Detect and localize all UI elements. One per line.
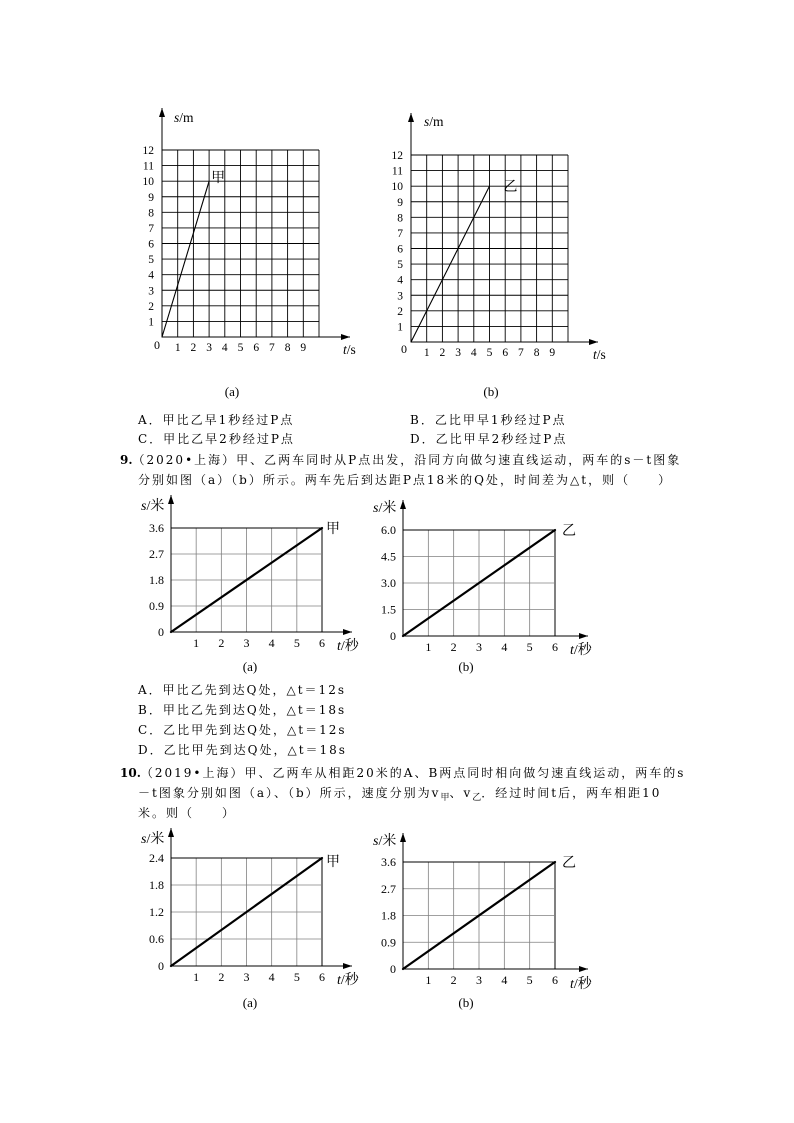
- fig9a-x-axis-arrow: [343, 629, 352, 635]
- fig10b-y-axis-label: [373, 832, 396, 849]
- fig10a-series-label: 甲: [326, 855, 340, 870]
- q10-stem-line3: 米。则（ ）: [138, 806, 237, 820]
- fig10a-ytick-label: 2.4: [149, 851, 164, 865]
- fig8a-ytick-label: 6: [148, 238, 154, 251]
- fig10b-xtick-label: 2: [450, 973, 457, 987]
- q9-option-b: B．甲比乙先到达Q处，△t＝18s: [138, 703, 347, 717]
- q9-stem-line1: [120, 453, 681, 467]
- q8-option-c: C．甲比乙早2秒经过P点: [138, 432, 295, 446]
- fig9a-xtick-label: 5: [293, 636, 300, 650]
- fig10b-y-axis-arrow: [400, 833, 406, 842]
- fig10b-x-axis-label: [570, 975, 593, 992]
- fig8a-xtick-label: 6: [253, 342, 260, 354]
- fig8b-x-axis-variable: t: [593, 347, 597, 362]
- fig8a-xtick-label: 3: [206, 342, 212, 354]
- fig10a-ytick-label: 0.6: [149, 932, 164, 946]
- fig9a-y-axis-variable: s: [141, 499, 147, 514]
- fig10b-y-axis-variable: s: [373, 834, 379, 849]
- fig8a-xtick-label: 2: [190, 342, 197, 354]
- q8-option-d: D．乙比甲早2秒经过P点: [410, 432, 568, 446]
- fig9b-caption: (b): [458, 659, 474, 674]
- fig8b-xtick-label: 6: [502, 347, 509, 359]
- fig9a-x-axis-label: [337, 637, 360, 654]
- fig9b-xtick-label: 3: [476, 640, 482, 654]
- fig10a: [141, 828, 360, 1010]
- fig9a-caption: (a): [242, 659, 258, 674]
- q10-stem-text2-post: ．经过时间t后，两车相距10: [481, 786, 662, 800]
- fig8a-ytick-label: 12: [142, 145, 154, 157]
- fig9a-ytick-label: 1.8: [149, 573, 164, 587]
- fig8b-xtick-label: 8: [533, 347, 540, 359]
- fig9b-ytick-label: 0: [390, 629, 396, 643]
- fig8b-xtick-label: 1: [423, 347, 430, 359]
- fig8a-y-axis-unit: /m: [179, 110, 194, 125]
- fig9a-ytick-label: 0.9: [149, 599, 164, 613]
- fig8a-ytick-label: 10: [142, 176, 154, 189]
- fig8b-y-axis-label: [424, 114, 444, 129]
- fig8b-y-axis-variable: s: [424, 114, 430, 129]
- fig9b-x-axis-label: [570, 641, 593, 658]
- fig10b-ytick-label: 0: [390, 962, 396, 976]
- q10-stem-line1: [120, 766, 685, 780]
- fig8a-ytick-label: 3: [148, 285, 154, 298]
- fig9b-x-axis-variable: t: [570, 643, 574, 658]
- q9-number: 9.: [120, 453, 133, 467]
- q9-option-d: D．乙比甲先到达Q处，△t＝18s: [138, 743, 347, 757]
- fig10a-xtick-label: 2: [218, 970, 225, 984]
- fig8a-y-axis-label: [174, 110, 194, 125]
- fig8b-ytick-label: 8: [397, 212, 403, 225]
- fig9b-y-axis-variable: s: [373, 501, 379, 516]
- fig9b-series-label: 乙: [562, 524, 576, 539]
- q10-stem-text2-pre: －t图象分别如图（a）、（b）所示，速度分别为v: [138, 786, 441, 800]
- fig8a-ytick-label: 11: [142, 160, 154, 173]
- fig8b-xtick-label: 7: [518, 347, 524, 359]
- fig8b: [392, 113, 606, 399]
- fig10b-x-axis-variable: t: [570, 977, 574, 992]
- fig8b-x-axis-label: [593, 347, 606, 362]
- fig10b: [373, 832, 593, 1010]
- fig10a-x-axis-unit: /秒: [340, 973, 359, 988]
- fig8b-series-label: 乙: [503, 180, 518, 196]
- fig9a-ytick-label: 0: [158, 625, 164, 639]
- fig9a-series-label: 甲: [326, 522, 340, 537]
- fig9b-ytick-label: 4.5: [381, 549, 396, 564]
- fig8a-ytick-label: 8: [148, 207, 154, 220]
- fig8a-xtick-label: 9: [300, 342, 307, 354]
- fig9b-xtick-label: 2: [450, 640, 457, 654]
- fig8b-xtick-label: 3: [455, 347, 461, 359]
- fig10b-ytick-label: 3.6: [381, 855, 396, 869]
- fig8b-ytick-label: 3: [397, 290, 403, 303]
- fig9a-y-axis-arrow: [168, 495, 174, 504]
- fig8a-y-axis-arrow: [159, 108, 165, 117]
- q10-stem-text2-mid: 、v: [449, 786, 473, 800]
- fig10a-xtick-label: 1: [193, 970, 200, 984]
- fig8a-x-axis-label: [343, 342, 356, 357]
- fig10a-xtick-label: 5: [293, 970, 300, 984]
- fig8b-xtick-label: 2: [439, 347, 446, 359]
- fig8a-series-label: 甲: [211, 171, 226, 187]
- fig8a-caption: (a): [224, 384, 240, 399]
- fig8b-ytick-label: 6: [397, 243, 403, 256]
- fig8b-y-axis-arrow: [408, 113, 414, 122]
- fig10a-xtick-label: 6: [319, 970, 325, 984]
- fig10a-ytick-label: 0: [158, 959, 164, 973]
- fig8a-xtick-label: 4: [221, 342, 228, 354]
- q10-stem-text1: （2019•上海）甲、乙两车从相距20米的A、B两点同时相向做匀速直线运动，两车的s: [140, 766, 686, 780]
- q9-stem-line2: 分别如图（a）（b）所示。两车先后到达距P点18米的Q处，时间差为△t，则（ ）: [138, 473, 673, 487]
- fig8a-xtick-label: 5: [237, 342, 244, 354]
- q10-velocity-subscript-yi: 乙: [472, 793, 482, 803]
- fig8b-xtick-label: 9: [549, 347, 556, 359]
- fig10a-caption: (a): [242, 995, 258, 1010]
- fig8a-xtick-label: 7: [269, 342, 275, 354]
- fig9a-x-axis-variable: t: [337, 639, 341, 654]
- fig10a-ytick-label: 1.2: [149, 905, 164, 919]
- fig8a-ytick-label: 2: [148, 300, 154, 313]
- fig10b-xtick-label: 5: [526, 973, 533, 987]
- fig8b-caption: (b): [483, 384, 499, 399]
- fig10b-x-axis-arrow: [579, 966, 588, 972]
- fig10b-xtick-label: 4: [501, 973, 508, 987]
- fig9a-ytick-label: 3.6: [149, 521, 164, 535]
- fig9a-y-axis-label: [141, 497, 164, 514]
- fig9b-y-axis-arrow: [400, 500, 406, 509]
- fig8a-ytick-label: 5: [148, 254, 154, 267]
- fig9b-xtick-label: 1: [425, 640, 432, 654]
- fig9b-ytick-label: 1.5: [381, 602, 396, 617]
- fig8b-origin-label: 0: [401, 342, 407, 356]
- fig10a-x-axis-variable: t: [337, 973, 341, 988]
- fig8a-origin-label: 0: [154, 338, 160, 352]
- fig8b-ytick-label: 9: [397, 196, 403, 209]
- fig9a-xtick-label: 6: [319, 636, 325, 650]
- fig10b-xtick-label: 1: [425, 973, 432, 987]
- fig9a-xtick-label: 1: [193, 636, 200, 650]
- q10-stem-line2: [138, 786, 661, 802]
- fig8b-xtick-label: 4: [470, 347, 477, 359]
- fig9b-x-axis-unit: /秒: [573, 643, 592, 658]
- fig9a: [141, 495, 360, 674]
- fig8a: [143, 108, 356, 399]
- fig10b-y-axis-unit: /米: [378, 834, 397, 849]
- fig9a-y-axis-unit: /米: [146, 499, 165, 514]
- fig10b-ytick-label: 0.9: [381, 935, 396, 950]
- fig8b-ytick-label: 11: [391, 165, 403, 178]
- fig8b-ytick-label: 1: [397, 321, 403, 334]
- fig10b-series-label: 乙: [562, 856, 576, 871]
- fig8b-x-axis-unit: /s: [596, 347, 606, 362]
- fig9b-xtick-label: 4: [501, 640, 508, 654]
- fig10a-y-axis-unit: /米: [146, 832, 165, 847]
- fig8b-ytick-label: 7: [397, 227, 403, 240]
- fig8a-xtick-label: 8: [284, 342, 291, 354]
- fig8a-x-axis-unit: /s: [346, 342, 356, 357]
- q10-number: 10.: [120, 766, 141, 780]
- fig10b-xtick-label: 6: [552, 973, 558, 987]
- fig8a-ytick-label: 1: [148, 316, 154, 329]
- fig10a-y-axis-label: [141, 830, 164, 847]
- fig9b: [373, 499, 593, 674]
- fig9b-x-axis-arrow: [579, 633, 588, 639]
- fig9a-xtick-label: 2: [218, 636, 225, 650]
- fig8a-ytick-label: 9: [148, 191, 154, 204]
- fig8a-x-axis-variable: t: [343, 342, 347, 357]
- q9-stem-text1: （2020•上海）甲、乙两车同时从P点出发，沿同方向做匀速直线运动，两车的s－t图象: [132, 453, 682, 467]
- fig8a-y-axis-variable: s: [174, 110, 180, 125]
- fig10b-caption: (b): [458, 995, 474, 1010]
- fig9a-ytick-label: 2.7: [149, 547, 164, 561]
- fig8b-ytick-label: 5: [397, 259, 403, 272]
- fig9b-ytick-label: 3.0: [381, 576, 396, 590]
- fig10a-y-axis-variable: s: [141, 832, 147, 847]
- fig9b-y-axis-label: [373, 499, 396, 516]
- fig8a-grid: [162, 150, 319, 337]
- fig8b-grid: [411, 155, 568, 342]
- fig9a-xtick-label: 3: [243, 636, 250, 650]
- fig9a-x-axis-unit: /秒: [340, 639, 359, 654]
- fig10a-x-axis-label: [337, 971, 360, 988]
- fig8b-ytick-label: 4: [397, 274, 403, 287]
- fig10a-ytick-label: 1.8: [149, 878, 164, 892]
- fig10b-xtick-label: 3: [476, 973, 482, 987]
- fig9b-ytick-label: 6.0: [381, 523, 396, 537]
- fig10b-ytick-label: 1.8: [381, 908, 396, 923]
- fig10b-ytick-label: 2.7: [381, 881, 396, 896]
- fig9b-xtick-label: 5: [526, 640, 533, 654]
- q8-option-b: B．乙比甲早1秒经过P点: [410, 413, 567, 427]
- fig9a-xtick-label: 4: [268, 636, 275, 650]
- fig10a-y-axis-arrow: [168, 828, 174, 837]
- q9-option-c: C．乙比甲先到达Q处，△t＝12s: [138, 723, 347, 737]
- q10-velocity-subscript-jia: 甲: [440, 793, 450, 803]
- fig10a-xtick-label: 4: [268, 970, 275, 984]
- fig10a-x-axis-arrow: [343, 963, 352, 969]
- fig8a-xtick-label: 1: [174, 342, 181, 354]
- fig8b-ytick-label: 12: [391, 150, 403, 162]
- fig8b-y-axis-unit: /m: [429, 114, 444, 129]
- fig8b-ytick-label: 10: [391, 181, 403, 194]
- fig8b-x-axis-arrow: [589, 339, 598, 345]
- fig10a-xtick-label: 3: [243, 970, 250, 984]
- fig9b-y-axis-unit: /米: [378, 501, 397, 516]
- fig8a-ytick-label: 4: [148, 269, 154, 282]
- fig10b-x-axis-unit: /秒: [573, 977, 592, 992]
- fig8a-ytick-label: 7: [148, 222, 154, 235]
- fig8a-x-axis-arrow: [341, 334, 350, 340]
- q9-option-a: A．甲比乙先到达Q处，△t＝12s: [138, 683, 346, 697]
- fig9b-xtick-label: 6: [552, 640, 558, 654]
- fig8b-ytick-label: 2: [397, 305, 403, 318]
- q8-option-a: A．甲比乙早1秒经过P点: [138, 413, 295, 427]
- fig8b-xtick-label: 5: [486, 347, 493, 359]
